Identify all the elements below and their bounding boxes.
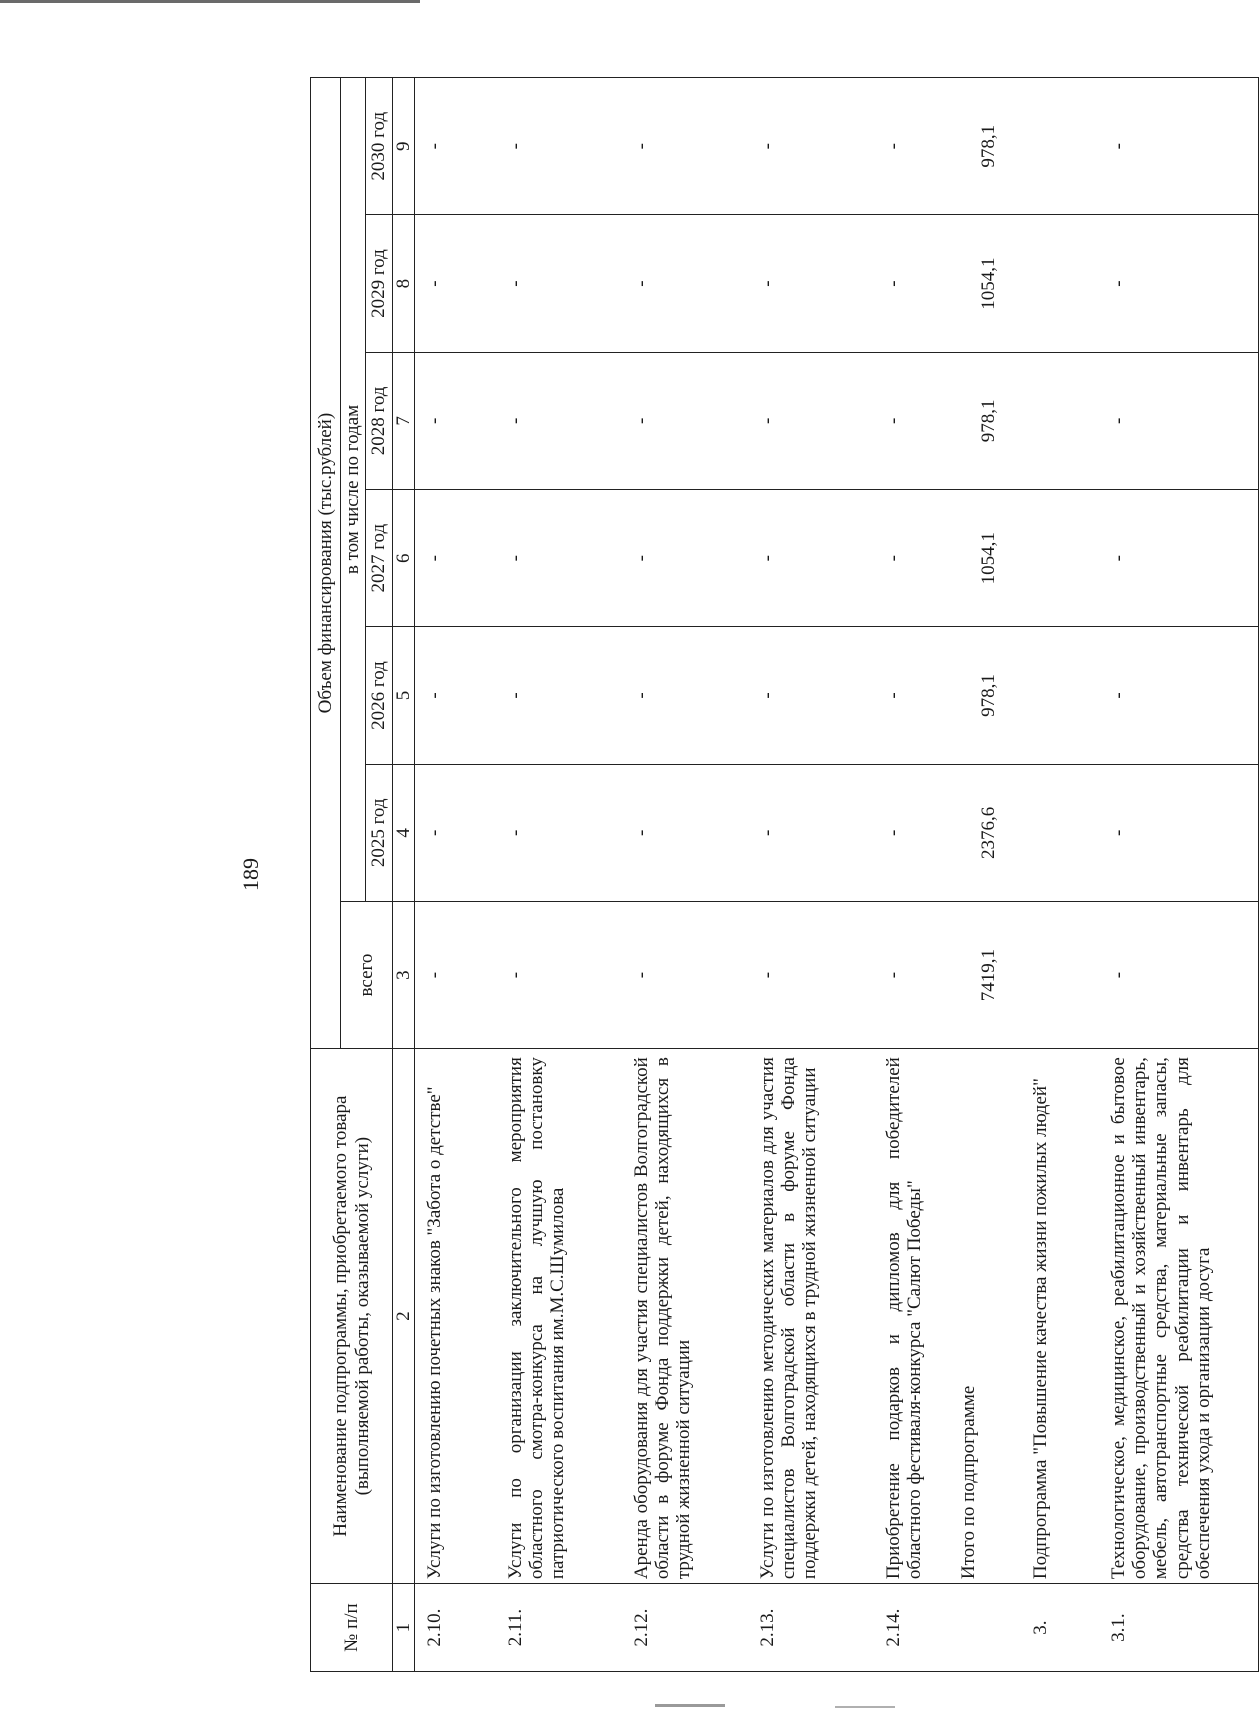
row-name: Аренда оборудования для участия специалистов Волгоградской области в форуме Фонда поддержки детей, находящихся в трудной жизненной ситуации [622, 1049, 748, 1584]
row-value: - [415, 627, 496, 764]
header-year: 2025 год [366, 764, 393, 901]
row-value: - [1099, 627, 1259, 764]
row-value: - [874, 215, 949, 352]
header-year: 2028 год [366, 352, 393, 489]
header-year: 2029 год [366, 215, 393, 352]
row-name: Технологическое, медицинское, реабилитационное и бытовое оборудование, производственный и хозяйственный инвентарь, мебель, автотранспортные средства, материальные запасы, средства технической реабилитации и инвентарь для обеспечения ухода и организации досуга [1099, 1049, 1259, 1584]
row-value: 7419,1 [949, 901, 1021, 1048]
table-row [1021, 78, 1099, 1672]
row-value: - [748, 627, 874, 764]
row-value: 978,1 [949, 352, 1021, 489]
row-value: - [622, 490, 748, 627]
table-row [748, 78, 874, 1672]
row-name: Услуги по организации заключительного мероприятия областного смотра-конкурса на лучшую постановку патриотического воспитания им.М.С.Шумилова [496, 1049, 622, 1584]
row-number: 2.13. [748, 1584, 874, 1672]
row-name: Подпрограмма "Повышение качества жизни пожилых людей" [1021, 1049, 1099, 1584]
row-value [1021, 352, 1099, 489]
header-year: 2027 год [366, 490, 393, 627]
row-name: Услуги по изготовлению методических материалов для участия специалистов Волгоградской области в форуме Фонда поддержки детей, находящихся в трудной жизненной ситуации [748, 1049, 874, 1584]
column-index: 5 [393, 627, 415, 764]
row-name: Итого по подпрограмме [949, 1049, 1021, 1584]
row-value: 1054,1 [949, 490, 1021, 627]
column-index: 8 [393, 215, 415, 352]
row-value: 2376,6 [949, 764, 1021, 901]
table-row [1099, 78, 1259, 1672]
column-index: 4 [393, 764, 415, 901]
header-by-year: в том числе по годам [341, 78, 366, 902]
row-value: - [874, 78, 949, 215]
page-number: 189 [238, 858, 263, 891]
column-index: 6 [393, 490, 415, 627]
row-value: - [622, 78, 748, 215]
row-value: - [496, 352, 622, 489]
row-value: 978,1 [949, 627, 1021, 764]
row-value: - [1099, 901, 1259, 1048]
row-value: 1054,1 [949, 215, 1021, 352]
row-value: - [496, 215, 622, 352]
row-value: - [874, 352, 949, 489]
row-value: - [1099, 215, 1259, 352]
row-value: 978,1 [949, 78, 1021, 215]
row-value: - [496, 490, 622, 627]
column-index: 9 [393, 78, 415, 215]
row-value: - [622, 215, 748, 352]
row-value [1021, 490, 1099, 627]
row-value: - [748, 352, 874, 489]
row-value: - [622, 627, 748, 764]
row-number: 2.12. [622, 1584, 748, 1672]
rotated-page [230, 77, 1230, 1672]
row-value [1021, 627, 1099, 764]
row-value: - [415, 352, 496, 489]
row-number: 3. [1021, 1584, 1099, 1672]
funding-table [310, 77, 1259, 1672]
row-value: - [1099, 764, 1259, 901]
row-value: - [1099, 352, 1259, 489]
header-funding: Объем финансирования (тыс.рублей) [311, 78, 341, 1049]
table-row [622, 78, 748, 1672]
row-name: Услуги по изготовлению почетных знаков "Забота о детстве" [415, 1049, 496, 1584]
row-number [949, 1584, 1021, 1672]
row-value: - [496, 764, 622, 901]
scan-edge [655, 1704, 725, 1707]
row-value: - [622, 764, 748, 901]
row-value: - [874, 901, 949, 1048]
row-value: - [496, 901, 622, 1048]
row-value: - [415, 78, 496, 215]
header-name: Наименование подпрограммы, приобретаемого товара (выполняемой работы, оказываемой услуги) [311, 1049, 393, 1584]
row-value: - [622, 352, 748, 489]
row-value: - [496, 627, 622, 764]
column-index: 3 [393, 901, 415, 1048]
table-row-total [949, 78, 1021, 1672]
column-index: 7 [393, 352, 415, 489]
scan-edge [835, 1706, 895, 1708]
row-value: - [748, 78, 874, 215]
row-number: 3.1. [1099, 1584, 1259, 1672]
row-value: - [1099, 78, 1259, 215]
row-number: 2.14. [874, 1584, 949, 1672]
row-value: - [496, 78, 622, 215]
header-year: 2030 год [366, 78, 393, 215]
header-year: 2026 год [366, 627, 393, 764]
row-value: - [748, 490, 874, 627]
row-value: - [748, 215, 874, 352]
row-value: - [622, 901, 748, 1048]
row-number: 2.11. [496, 1584, 622, 1672]
row-value: - [415, 764, 496, 901]
row-value [1021, 78, 1099, 215]
row-value: - [415, 901, 496, 1048]
header-num: № п/п [311, 1584, 393, 1672]
header-total: всего [341, 901, 393, 1048]
row-value [1021, 901, 1099, 1048]
table-row [415, 78, 496, 1672]
row-value: - [1099, 490, 1259, 627]
row-value: - [415, 215, 496, 352]
scan-edge [0, 0, 420, 3]
column-index: 2 [393, 1049, 415, 1584]
row-value: - [748, 901, 874, 1048]
row-value: - [415, 490, 496, 627]
row-value: - [748, 764, 874, 901]
row-number: 2.10. [415, 1584, 496, 1672]
table-row [874, 78, 949, 1672]
row-value: - [874, 764, 949, 901]
table-row [496, 78, 622, 1672]
row-value [1021, 764, 1099, 901]
row-name: Приобретение подарков и дипломов для победителей областного фестиваля-конкурса "Салют Победы" [874, 1049, 949, 1584]
row-value [1021, 215, 1099, 352]
row-value: - [874, 627, 949, 764]
column-index: 1 [393, 1584, 415, 1672]
row-value: - [874, 490, 949, 627]
